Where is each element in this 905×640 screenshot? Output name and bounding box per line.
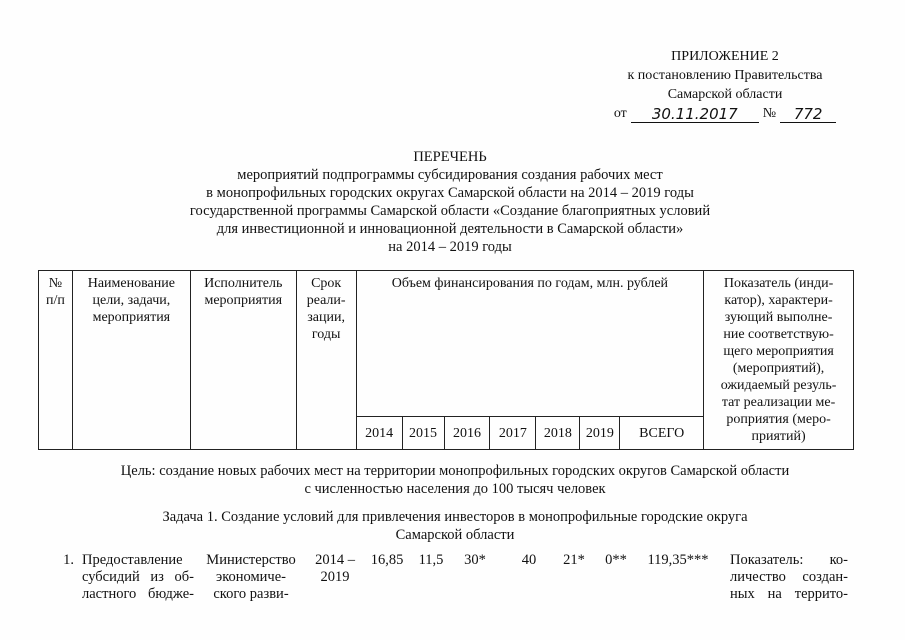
header-text: зации, — [307, 310, 346, 325]
row-term — [306, 552, 364, 586]
header-text: Срок — [311, 276, 342, 291]
document-title: ПЕРЕЧЕНЬ — [413, 149, 487, 165]
title-line: государственной программы Самарской области «Создание благоприятных условий — [189, 203, 711, 219]
header-text: п/п — [46, 293, 65, 308]
header-text: мероприятия — [92, 310, 171, 325]
row-executor — [198, 552, 304, 603]
year-header-2017: 2017 — [490, 417, 536, 450]
row-value-2014: 16,85 — [370, 552, 404, 568]
task-line: Самарской области — [395, 527, 515, 543]
row-text: личество создан- — [730, 569, 848, 585]
col-header-term — [296, 271, 356, 450]
header-text: щего мероприятия — [723, 344, 834, 359]
col-header-number — [39, 271, 73, 450]
appendix-line2: Самарской области — [667, 87, 783, 102]
task-block — [60, 508, 850, 544]
header-text: Наименование — [87, 276, 175, 291]
header-text: роприятия (меро- — [726, 412, 831, 427]
year-header-2015: 2015 — [402, 417, 444, 450]
measures-table-header — [38, 270, 854, 450]
header-text: годы — [311, 327, 341, 342]
header-text: тат реализации ме- — [721, 395, 836, 410]
col-header-executor — [190, 271, 296, 450]
appendix-block — [600, 47, 850, 123]
row-value-2015: 11,5 — [418, 552, 444, 568]
col-header-funding: Объем финансирования по годам, млн. рублей — [356, 271, 704, 417]
row-text: 2014 – — [315, 552, 355, 568]
header-text: ожидаемый резуль- — [720, 378, 837, 393]
row-indicator — [730, 552, 848, 603]
header-text: Показатель (инди- — [723, 276, 834, 291]
header-text: реали- — [306, 293, 346, 308]
document-title-block — [100, 148, 800, 256]
row-text: 2019 — [320, 569, 350, 585]
row-measure-name — [82, 552, 194, 603]
header-text: катор), характери- — [724, 293, 833, 308]
header-text: зующий выполне- — [724, 310, 833, 325]
title-line: в монопрофильных городских округах Самарской области на 2014 – 2019 годы — [206, 185, 694, 201]
goal-block — [60, 462, 850, 498]
col-header-name — [72, 271, 190, 450]
header-text: ние соответствую- — [723, 327, 834, 342]
year-header-2019: 2019 — [580, 417, 620, 450]
year-header-2014: 2014 — [356, 417, 402, 450]
row-text: Предоставление — [82, 552, 183, 568]
header-text: (мероприятий), — [732, 361, 825, 376]
row-text: субсидий из об- — [82, 569, 194, 585]
header-text: № — [48, 276, 63, 291]
row-text: Показатель: ко- — [730, 552, 848, 568]
row-text: ластного бюдже- — [82, 586, 194, 602]
year-header-total: ВСЕГО — [620, 417, 704, 450]
row-text: ского разви- — [213, 586, 289, 602]
row-number: 1. — [63, 552, 74, 568]
col-header-indicator — [704, 271, 854, 450]
row-value-total: 119,35*** — [647, 552, 709, 568]
appendix-date-row — [600, 104, 850, 123]
year-header-2018: 2018 — [536, 417, 580, 450]
appendix-line1: к постановлению Правительства — [627, 68, 823, 83]
row-text: экономиче- — [215, 569, 286, 585]
row-value-2017: 40 — [521, 552, 537, 568]
title-line: на 2014 – 2019 годы — [388, 239, 512, 255]
goal-line: Цель: создание новых рабочих мест на территории монопрофильных городских округов Самарской области — [120, 463, 790, 479]
number-prefix: № — [762, 106, 777, 121]
row-value-2019: 0** — [605, 552, 627, 568]
year-header-2016: 2016 — [444, 417, 490, 450]
date-prefix: от — [613, 106, 627, 121]
row-text: Министерство — [206, 552, 296, 568]
header-text: приятий) — [751, 429, 806, 444]
header-text: цели, задачи, — [92, 293, 171, 308]
date-value: 30.11.2017 — [631, 107, 759, 123]
goal-line: с численностью населения до 100 тысяч человек — [304, 481, 606, 497]
row-value-2018: 21* — [563, 552, 585, 568]
row-text: ных на террито- — [730, 586, 848, 602]
header-text: мероприятия — [204, 293, 283, 308]
header-text: Исполнитель — [204, 276, 283, 291]
task-line: Задача 1. Создание условий для привлечения инвесторов в монопрофильные городские округа — [162, 509, 748, 525]
appendix-title: ПРИЛОЖЕНИЕ 2 — [671, 49, 779, 64]
title-line: для инвестиционной и инновационной деятельности в Самарской области» — [216, 221, 684, 237]
title-line: мероприятий подпрограммы субсидирования создания рабочих мест — [237, 167, 663, 183]
row-value-2016: 30* — [464, 552, 486, 568]
number-value: 772 — [780, 107, 836, 123]
